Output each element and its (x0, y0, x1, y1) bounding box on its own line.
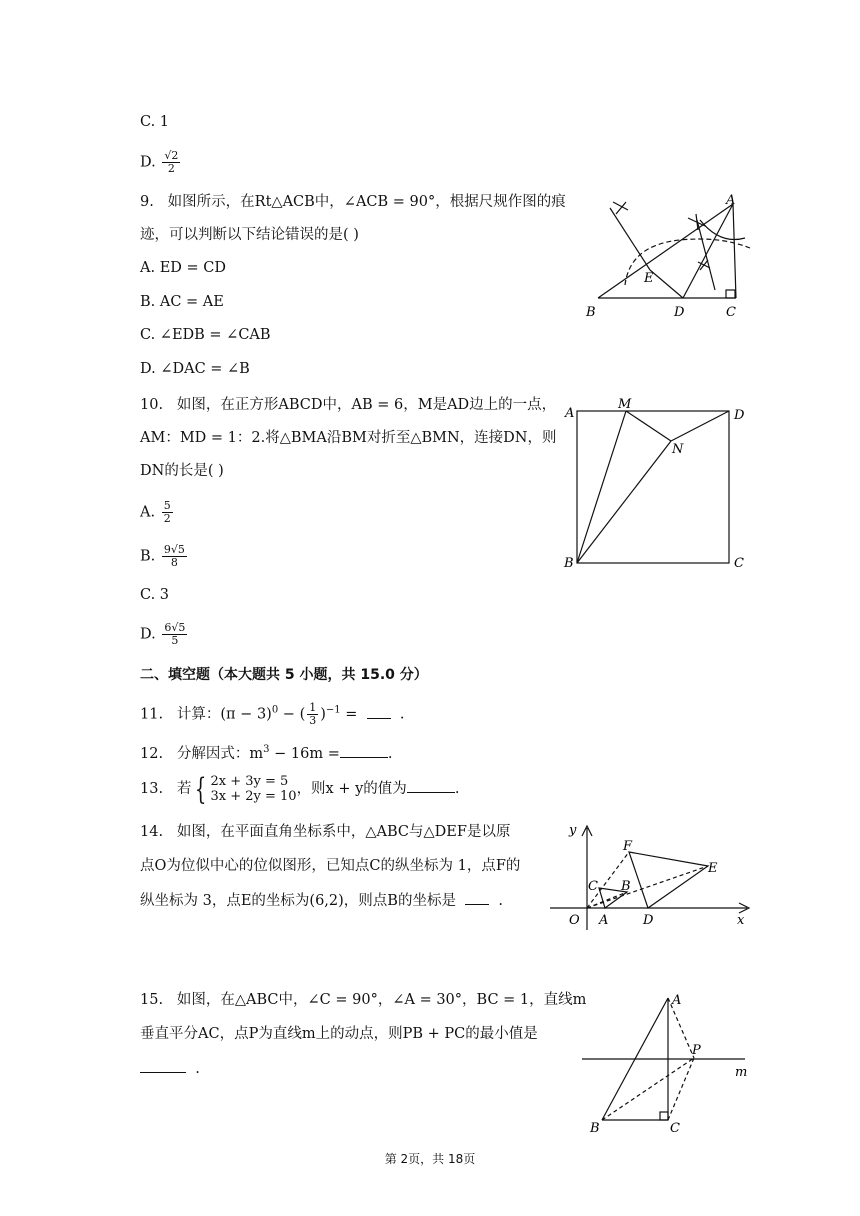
q15-line2: 垂直平分AC，点P为直线m上的动点，则PB + PC的最小值是 (140, 1026, 538, 1042)
q12-line: 12. 分解因式：$m^3 - 16m$ = . (140, 744, 393, 762)
section-fill-in-heading: 二、填空题（本大题共 5 小题，共 15.0 分） (140, 667, 428, 683)
q15-figure (580, 990, 755, 1135)
q10-label-a: A (565, 406, 575, 421)
q11-answer-blank[interactable] (367, 704, 391, 719)
q9-label-c: C (726, 305, 736, 320)
q10-label-n: N (672, 442, 684, 457)
q10-label-c: C (734, 556, 744, 571)
q10-option-c: C. 3 (140, 587, 170, 603)
q13-system: { 2x + 3y = 5 3x + 2y = 10 (195, 771, 297, 807)
q9-label-a: A (726, 193, 736, 208)
q10-line1: 10. 如图，在正方形ABCD中，AB = 6，M是AD边上的一点， (140, 397, 557, 413)
q15-answer-blank[interactable] (140, 1058, 186, 1073)
q10-option-d-fraction: $\frac{6√5}{5}$ (164, 621, 186, 647)
q9-option-c: C. ∠EDB = ∠CAB (140, 327, 271, 343)
q9-label-b: B (586, 305, 596, 320)
q14-label-c: C (588, 879, 598, 894)
q14-label-x: x (737, 913, 745, 928)
q14-label-y: y (569, 823, 577, 838)
q9-line1: 9. 如图所示，在Rt△ACB中，∠ACB = 90°，根据尺规作图的痕 (140, 194, 566, 210)
q8-option-c: C. 1 (140, 114, 170, 130)
q11-fraction: $\frac{1}{3}$ (309, 701, 317, 727)
q14-label-f: F (623, 839, 633, 854)
q14-label-a: A (599, 913, 609, 928)
q10-line2: AM：MD = 1：2.将△BMA沿BM对折至△BMN，连接DN，则 (140, 430, 557, 446)
q10-option-b-fraction: $\frac{9√5}{8}$ (163, 543, 185, 569)
q12-answer-blank[interactable] (340, 743, 388, 758)
q11-line: 11. 计算：$(\pi - 3)^0$ − ( $\frac{1}{3}$ )$^{-1}$ = . (140, 701, 405, 727)
q9-figure (580, 190, 760, 325)
q8-option-d-fraction: $\frac{√2}{2}$ (164, 149, 179, 175)
q15-label-p: P (692, 1043, 701, 1058)
q8-option-d: D. $\frac{√2}{2}$ (140, 149, 179, 175)
q10-option-d: D. $\frac{6√5}{5}$ (140, 621, 186, 647)
q14-label-b: B (621, 879, 631, 894)
q10-option-a-fraction: $\frac{5}{2}$ (163, 499, 171, 525)
q9-label-e: E (644, 271, 654, 286)
q10-option-a: A. $\frac{5}{2}$ (140, 499, 171, 525)
q14-line2: 点O为位似中心的位似图形，已知点C的纵坐标为 1，点F的 (140, 858, 521, 874)
q14-line3: 纵坐标为 3，点E的坐标为(6,2)，则点B的坐标是 . (140, 890, 503, 911)
q15-line1: 15. 如图，在△ABC中，∠C = 90°，∠A = 30°，BC = 1，直线m (140, 992, 587, 1008)
q10-line3: DN的长是( ) (140, 463, 224, 479)
q14-figure (545, 820, 755, 935)
q9-option-d: D. ∠DAC = ∠B (140, 361, 250, 377)
q14-line1: 14. 如图，在平面直角坐标系中，△ABC与△DEF是以原 (140, 824, 511, 840)
q13-answer-blank[interactable] (407, 778, 455, 793)
q9-option-b: B. AC = AE (140, 294, 224, 310)
q10-label-m: M (618, 397, 632, 412)
q10-figure (560, 395, 755, 575)
q10-option-b: B. $\frac{9√5}{8}$ (140, 543, 185, 569)
q10-label-d: D (734, 408, 745, 423)
q15-label-b: B (590, 1121, 600, 1135)
q15-label-m: m (735, 1065, 748, 1080)
q9-option-a: A. ED = CD (140, 260, 226, 276)
q10-label-b: B (564, 556, 574, 571)
q9-label-d: D (674, 305, 685, 320)
q15-label-a: A (672, 993, 682, 1008)
q14-label-e: E (708, 861, 718, 876)
q15-line3: . (140, 1058, 200, 1079)
q14-label-d: D (643, 913, 654, 928)
page-footer: 第 2页，共 18页 (384, 1152, 476, 1166)
q14-answer-blank[interactable] (465, 890, 489, 905)
q14-label-o: O (569, 913, 580, 928)
q15-label-c: C (670, 1121, 680, 1135)
q13-line: 13. 若 { 2x + 3y = 5 3x + 2y = 10 ，则x + y的值为 . (140, 771, 460, 807)
q9-line2: 迹，可以判断以下结论错误的是( ) (140, 227, 359, 243)
